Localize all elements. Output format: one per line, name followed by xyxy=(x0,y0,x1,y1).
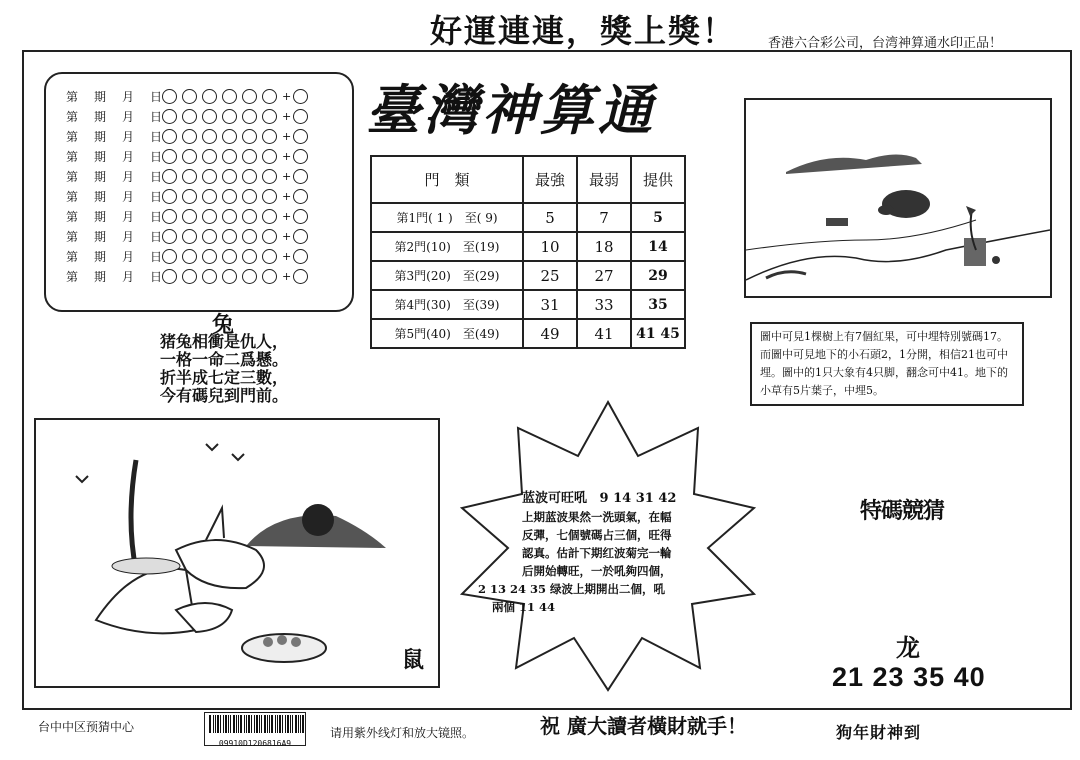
record-circle xyxy=(202,209,217,224)
record-label xyxy=(66,168,162,185)
record-circle xyxy=(262,189,277,204)
record-label xyxy=(66,228,162,245)
barcode xyxy=(204,712,306,746)
rabbit-picture xyxy=(34,418,440,688)
record-circle xyxy=(242,229,257,244)
table-row xyxy=(371,261,685,290)
record-circle xyxy=(262,229,277,244)
plus-sign: + xyxy=(282,149,292,163)
barcode-bar xyxy=(220,715,221,733)
record-circle xyxy=(242,89,257,104)
record-circle xyxy=(162,89,177,104)
record-circle xyxy=(242,249,257,264)
record-circle xyxy=(222,109,237,124)
record-special-circle xyxy=(293,249,308,264)
credit-line: 香港六合彩公司，台湾神算通水印正品！ xyxy=(768,36,1003,51)
header-gate: 門 類 xyxy=(371,156,523,203)
barcode-bar xyxy=(300,715,301,733)
record-circle xyxy=(262,249,277,264)
barcode-bar xyxy=(213,715,214,733)
cell-offer: 14 xyxy=(631,232,685,261)
record-row xyxy=(66,126,313,146)
record-circle xyxy=(222,269,237,284)
barcode-bar xyxy=(295,715,297,733)
record-row xyxy=(66,146,313,166)
record-circle xyxy=(182,189,197,204)
plus-sign: + xyxy=(282,269,292,283)
barcode-bar xyxy=(209,715,211,733)
record-label xyxy=(66,128,162,145)
record-period: 第 xyxy=(66,89,79,104)
cell-offer: 5 xyxy=(631,203,685,232)
barcode-bar xyxy=(264,715,266,733)
barcode-bar xyxy=(290,715,291,733)
record-circle xyxy=(162,169,177,184)
record-month: 月 xyxy=(121,109,134,124)
record-circle xyxy=(262,129,277,144)
star-heading-numbers: 9 14 31 42 xyxy=(599,491,677,506)
record-period: 第 xyxy=(66,249,79,264)
record-period: 第 xyxy=(66,149,79,164)
record-row xyxy=(66,186,313,206)
record-special-circle xyxy=(293,189,308,204)
barcode-bar xyxy=(236,715,237,733)
record-day: 日 xyxy=(149,109,162,124)
record-circle xyxy=(262,89,277,104)
record-qi: 期 xyxy=(93,269,106,284)
record-day: 日 xyxy=(149,249,162,264)
cell-strong: 31 xyxy=(523,290,577,319)
cell-weak: 33 xyxy=(577,290,631,319)
record-circle xyxy=(182,149,197,164)
record-circle xyxy=(222,189,237,204)
poem-title: 兔 xyxy=(212,312,235,338)
gold-slogan: 狗年財神到 xyxy=(836,723,922,742)
record-circle xyxy=(202,169,217,184)
record-month: 月 xyxy=(121,229,134,244)
record-circle xyxy=(222,129,237,144)
cell-strong: 5 xyxy=(523,203,577,232)
barcode-bar xyxy=(277,715,278,733)
star-heading xyxy=(478,490,676,508)
record-month: 月 xyxy=(121,269,134,284)
record-month: 月 xyxy=(121,89,134,104)
record-circle xyxy=(182,169,197,184)
record-day: 日 xyxy=(149,269,162,284)
header-offer: 提供 xyxy=(631,156,685,203)
plus-sign: + xyxy=(282,169,292,183)
record-day: 日 xyxy=(149,149,162,164)
star-line: 上期蓝波果然一洗頭氣，在幅 xyxy=(522,510,672,524)
record-month: 月 xyxy=(121,169,134,184)
barcode-bar xyxy=(228,715,229,733)
record-month: 月 xyxy=(121,149,134,164)
record-circle xyxy=(202,249,217,264)
cell-strong: 10 xyxy=(523,232,577,261)
record-circle xyxy=(242,269,257,284)
cell-gate: 第5門(40) 至(49) xyxy=(371,319,523,348)
rabbit-drawing xyxy=(36,420,438,686)
record-special-circle xyxy=(293,209,308,224)
record-period: 第 xyxy=(66,109,79,124)
record-circle xyxy=(162,149,177,164)
record-row xyxy=(66,206,313,226)
poem-line: 猪兔相衝是仇人， xyxy=(160,332,289,351)
record-circle xyxy=(162,249,177,264)
record-circle xyxy=(182,229,197,244)
record-circle xyxy=(242,169,257,184)
record-label xyxy=(66,108,162,125)
barcode-bar xyxy=(282,715,283,733)
record-circle xyxy=(242,149,257,164)
record-circle xyxy=(222,149,237,164)
barcode-bar xyxy=(223,715,224,733)
record-circle xyxy=(162,129,177,144)
record-label xyxy=(66,188,162,205)
barcode-bar xyxy=(287,715,289,733)
barcode-bar xyxy=(248,715,250,733)
barcode-bar xyxy=(244,715,245,733)
plus-sign: + xyxy=(282,209,292,223)
table-row xyxy=(371,319,685,348)
barcode-bar xyxy=(233,715,235,733)
record-special-circle xyxy=(293,109,308,124)
star-line: 反彈，七個號碼占三個，旺得 xyxy=(522,528,672,542)
star-line: 后開始轉旺，一於吼夠四個， xyxy=(522,564,672,578)
plus-sign: + xyxy=(282,229,292,243)
record-circle xyxy=(262,109,277,124)
record-qi: 期 xyxy=(93,149,106,164)
gate-table xyxy=(370,155,686,349)
cell-gate: 第1門( 1 ) 至( 9) xyxy=(371,203,523,232)
record-day: 日 xyxy=(149,129,162,144)
cell-gate: 第4門(30) 至(39) xyxy=(371,290,523,319)
barcode-bar xyxy=(267,715,268,733)
record-period: 第 xyxy=(66,169,79,184)
record-day: 日 xyxy=(149,89,162,104)
barcode-bar xyxy=(215,715,216,733)
cell-gate: 第3門(20) 至(29) xyxy=(371,261,523,290)
record-day: 日 xyxy=(149,169,162,184)
table-row xyxy=(371,232,685,261)
record-period: 第 xyxy=(66,209,79,224)
record-label xyxy=(66,268,162,285)
record-special-circle xyxy=(293,269,308,284)
record-circle xyxy=(202,229,217,244)
record-label xyxy=(66,148,162,165)
record-circle xyxy=(202,129,217,144)
barcode-bar xyxy=(225,715,227,733)
poem-line: 折半成七定三數， xyxy=(160,368,289,387)
barcode-bar xyxy=(217,715,219,733)
record-qi: 期 xyxy=(93,249,106,264)
blessing: 祝 廣大讀者橫財就手！ xyxy=(540,714,747,738)
cell-offer: 41 45 xyxy=(631,319,685,348)
record-qi: 期 xyxy=(93,129,106,144)
special-numbers: 21 23 35 40 xyxy=(832,662,986,692)
barcode-bar xyxy=(246,715,247,733)
record-month: 月 xyxy=(121,189,134,204)
record-period: 第 xyxy=(66,229,79,244)
record-circle xyxy=(182,269,197,284)
record-label xyxy=(66,208,162,225)
record-panel xyxy=(44,72,354,312)
cell-weak: 41 xyxy=(577,319,631,348)
explanation-note: 圖中可見1棵樹上有7個紅果，可中埋特別號碼17。而圖中可見地下的小石頭2，1分開，相信21也可中埋。圖中的1只大象有4只脚，翻念可中41。地下的小草有5片葉子，中埋5。 xyxy=(750,322,1024,406)
table-row xyxy=(371,290,685,319)
barcode-bar xyxy=(240,715,242,733)
landscape-picture xyxy=(744,98,1052,298)
record-circle xyxy=(182,129,197,144)
record-circle xyxy=(162,209,177,224)
record-circle xyxy=(182,89,197,104)
cell-offer: 29 xyxy=(631,261,685,290)
poem-line: 一格一命二爲懸。 xyxy=(160,350,289,369)
poem-line: 今有碼兒到門前。 xyxy=(160,386,289,405)
uv-note: 请用紫外线灯和放大镜照。 xyxy=(330,726,475,740)
star-text xyxy=(478,490,676,616)
record-circle xyxy=(222,249,237,264)
record-circle xyxy=(222,209,237,224)
barcode-bar xyxy=(285,715,286,733)
record-row xyxy=(66,86,313,106)
top-slogan: 好運連連，獎上獎！ xyxy=(430,12,737,50)
record-qi: 期 xyxy=(93,229,106,244)
plus-sign: + xyxy=(282,189,292,203)
record-circle xyxy=(222,169,237,184)
record-day: 日 xyxy=(149,209,162,224)
record-qi: 期 xyxy=(93,189,106,204)
record-circle xyxy=(202,189,217,204)
table-row xyxy=(371,203,685,232)
record-circle xyxy=(242,109,257,124)
record-month: 月 xyxy=(121,209,134,224)
record-label xyxy=(66,248,162,265)
record-day: 日 xyxy=(149,189,162,204)
barcode-bar xyxy=(230,715,231,733)
record-circle xyxy=(222,89,237,104)
record-circle xyxy=(202,269,217,284)
record-period: 第 xyxy=(66,269,79,284)
record-label xyxy=(66,88,162,105)
barcode-bar xyxy=(275,715,276,733)
record-circle xyxy=(162,109,177,124)
cell-gate: 第2門(10) 至(19) xyxy=(371,232,523,261)
cell-weak: 7 xyxy=(577,203,631,232)
barcode-bar xyxy=(279,715,281,733)
star-heading-label: 蓝波可旺吼 xyxy=(522,491,588,506)
cell-strong: 25 xyxy=(523,261,577,290)
record-row xyxy=(66,266,313,286)
record-special-circle xyxy=(293,169,308,184)
record-circle xyxy=(202,89,217,104)
record-circle xyxy=(262,149,277,164)
record-circle xyxy=(162,269,177,284)
record-circle xyxy=(202,149,217,164)
record-circle xyxy=(222,229,237,244)
landscape-drawing xyxy=(746,100,1050,296)
barcode-bars xyxy=(205,713,305,735)
barcode-bar xyxy=(298,715,299,733)
record-circle xyxy=(162,189,177,204)
cell-strong: 49 xyxy=(523,319,577,348)
star-body xyxy=(478,508,676,616)
record-circle xyxy=(262,269,277,284)
star-line: 2 13 24 35 绿波上期開出二個，吼 xyxy=(478,582,666,596)
barcode-bar xyxy=(259,715,260,733)
poem xyxy=(160,333,288,405)
plus-sign: + xyxy=(282,89,292,103)
record-circle xyxy=(242,129,257,144)
cell-weak: 27 xyxy=(577,261,631,290)
record-row xyxy=(66,246,313,266)
record-row xyxy=(66,226,313,246)
barcode-bar xyxy=(302,715,304,733)
plus-sign: + xyxy=(282,109,292,123)
record-circle xyxy=(242,189,257,204)
record-period: 第 xyxy=(66,189,79,204)
record-month: 月 xyxy=(121,249,134,264)
record-qi: 期 xyxy=(93,209,106,224)
barcode-bar xyxy=(269,715,270,733)
record-special-circle xyxy=(293,89,308,104)
corner-label: 鼠 xyxy=(401,647,424,673)
record-circle xyxy=(202,109,217,124)
record-special-circle xyxy=(293,229,308,244)
special-title: 特碼競猜 xyxy=(860,498,945,524)
record-circle xyxy=(182,109,197,124)
record-circle xyxy=(182,209,197,224)
record-special-circle xyxy=(293,129,308,144)
barcode-bar xyxy=(254,715,255,733)
record-row xyxy=(66,106,313,126)
record-circle xyxy=(162,229,177,244)
record-circle xyxy=(182,249,197,264)
record-qi: 期 xyxy=(93,89,106,104)
barcode-text: 09910D1206816A9 xyxy=(218,739,292,748)
barcode-bar xyxy=(292,715,293,733)
page-title: 臺灣神算通 xyxy=(366,78,656,142)
plus-sign: + xyxy=(282,129,292,143)
barcode-bar xyxy=(251,715,252,733)
cell-weak: 18 xyxy=(577,232,631,261)
record-day: 日 xyxy=(149,229,162,244)
star-line: 兩個 11 44 xyxy=(492,600,556,614)
zodiac: 龙 xyxy=(896,633,920,662)
record-row xyxy=(66,166,313,186)
header-weak: 最弱 xyxy=(577,156,631,203)
barcode-bar xyxy=(261,715,262,733)
record-circle xyxy=(262,169,277,184)
record-qi: 期 xyxy=(93,109,106,124)
barcode-bar xyxy=(256,715,258,733)
record-qi: 期 xyxy=(93,169,106,184)
plus-sign: + xyxy=(282,249,292,263)
header-strong: 最強 xyxy=(523,156,577,203)
barcode-bar xyxy=(238,715,239,733)
record-circle xyxy=(242,209,257,224)
footer-center: 台中中区预猜中心 xyxy=(38,720,135,734)
record-month: 月 xyxy=(121,129,134,144)
record-period: 第 xyxy=(66,129,79,144)
barcode-bar xyxy=(271,715,273,733)
record-circle xyxy=(262,209,277,224)
cell-offer: 35 xyxy=(631,290,685,319)
star-line: 認真。估計下期红波菊完一輪 xyxy=(522,546,672,560)
record-special-circle xyxy=(293,149,308,164)
